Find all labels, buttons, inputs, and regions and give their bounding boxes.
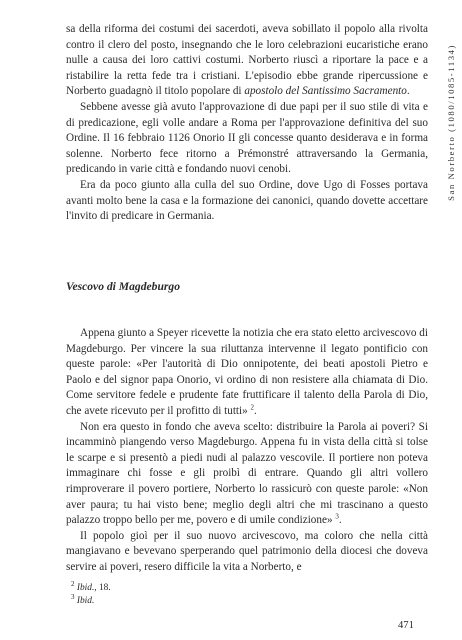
section-heading: Vescovo di Magdeburgo (66, 280, 181, 293)
footnote-ref-2[interactable]: 2 (250, 403, 255, 412)
paragraph-approvazione: Sebbene avesse già avuto l'approvazione di due papi per il suo stile di vita e di predicazione, egli volle andare a Roma per l'approvazione definitiva del suo Ordine. Il 16 febbraio 1126 Onorio II gli concesse quanto desiderava e in forma solenne. Norberto fece ritorno a Prémonstré attraversando la Germania, predicando in varie città e fondando nuovi cenobi. (66, 100, 428, 176)
paragraph-speyer-text: Appena giunto a Speyer ricevette la notizia che era stato eletto arcivescovo di Magdeburgo. Per vincere la sua riluttanza intervenne il legato pontificio con queste parole: «Per l'autorità di Dio onnipotente, dei beati apostoli Pietro e Paolo e del signor papa Onorio, vi ordino di non resistere alla chiamata di Dio. Come servitore fedele e prudente fate fruttificare il talento della Parola di Dio, che avete ricevuto per il profitto di tutti» (66, 327, 428, 417)
footnote-ref-3[interactable]: 3 (335, 512, 339, 521)
page-number: 471 (398, 620, 414, 631)
footnote-ibid: Ibid. (76, 583, 95, 593)
footnote-ibid: Ibid. (76, 596, 95, 606)
paragraph-riforma (66, 22, 428, 100)
period: . (406, 85, 410, 98)
running-header-text: San Norberto (1080/1085-1134) (446, 44, 456, 201)
paragraph-culla: Era da poco giunto alla culla del suo Ordine, dove Ugo di Fosses portava avanti molto bene la casa e la formazione dei canonici, quando dovette accettare l'invito di predicare in Germania. (66, 178, 428, 223)
paragraph-popolo: Il popolo gioì per il suo nuovo arcivescovo, ma coloro che nella città mangiavano e bevevano sperperando quel patrimonio della diocesi che doveva servire ai poveri, resero difficile la vita a Norberto, e (66, 529, 428, 573)
apostolo-title: apostolo del Santissimo Sacramento (244, 85, 407, 98)
footnote-mark: 3 (71, 592, 75, 601)
footnote-3 (71, 592, 111, 608)
paragraph-poveri: Non era questo in fondo che aveva scelto: distribuire la Parola ai poveri? Si incamminò piangendo verso Magdeburgo. Appena fu in vista della città si tolse le scarpe e si presentò a piedi nudi al palazzo vescovile. Il portiere non poteva immaginare chi fosse e gli proibì di entrare. Quando gli altri vollero rimproverare il povero portiere, Norberto lo rassicurò con queste parole: «Non aver paura; tu hai visto bene; meglio degli altri che mi trascinano a questo palazzo troppo bello per me, povero e di umile condizione» $^3$. (66, 420, 428, 527)
footnote-2 (71, 579, 111, 595)
body-text-top (66, 22, 428, 225)
paragraph-riforma-text: sa della riforma dei costumi dei sacerdoti, aveva sobillato il popolo alla rivolta contro il clero del posto, insegnando che le loro celebrazioni eucaristiche erano nulle a causa dei loro cattivi costumi. Norberto riuscì a riportare la pace e a ristabilire la retta fede tra i cristiani. L'episodio ebbe grande ripercussione e Norberto guadagnò il titolo popolare di (66, 23, 428, 98)
paragraph-poveri-text: Non era questo in fondo che aveva scelto: distribuire la Parola ai poveri? Si incamminò piangendo verso Magdeburgo. Appena fu in vista della città si tolse le scarpe e si presentò a piedi nudi al palazzo vescovile. Il portiere non poteva immaginare chi fosse e gli proibì di entrare. Quando gli altri vollero rimproverare il povero portiere, Norberto lo rassicurò con queste parole: «Non aver paura; tu hai visto bene; meglio degli altri che mi trascinano a questo palazzo troppo bello per me, povero e di umile condizione» (66, 420, 428, 527)
paragraph-speyer: Appena giunto a Speyer ricevette la notizia che era stato eletto arcivescovo di Magdeburgo. Per vincere la sua riluttanza intervenne il legato pontificio con queste parole: «Per l'autorità di Dio onnipotente, dei beati apostoli Pietro e Paolo e del signor papa Onorio, vi ordino di non resistere alla chiamata di Dio. Come servitore fedele e prudente fate fruttificare il talento della Parola di Dio, che avete ricevuto per il profitto di tutti» $^2$. (66, 327, 428, 417)
footnote-suffix: , 18. (94, 583, 111, 593)
running-header (446, 44, 458, 274)
footnotes (71, 579, 111, 608)
footnote-mark: 2 (71, 579, 75, 588)
body-text-middle (66, 326, 428, 576)
